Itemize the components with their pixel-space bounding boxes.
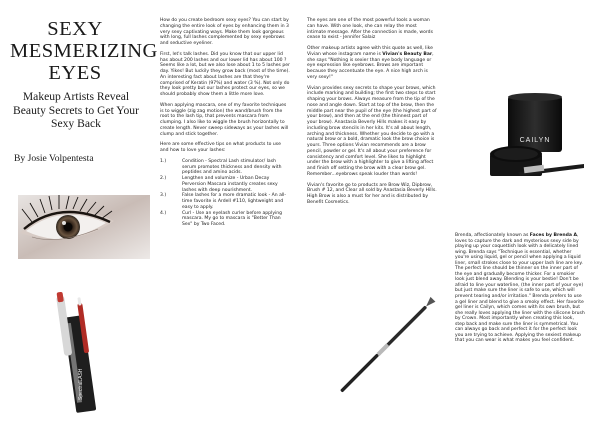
byline: By Josie Volpentesta xyxy=(14,153,94,164)
list-item: 1.) Condition - Spectral Lash stimulator/ lash serum promotes thickness and density with peptides and amino acids. xyxy=(160,158,282,176)
eye-closeup-photo xyxy=(18,195,150,259)
list-item: 4.) Curl - Use an eyelash curler before applying mascara. My go to mascara is "Better Than Sex" by Two Faced. xyxy=(160,210,283,227)
article-title: SEXY MESMERIZING EYES xyxy=(10,18,158,84)
paragraph: Here are some effective tips on what products to use and how to love your lashes: xyxy=(160,142,281,153)
lash-serum-product-photo xyxy=(52,282,106,422)
paragraph: Other makeup artists agree with this quote as well, like Vivian whose instagram name is Vivian's Beauty Bar, she says "Nothing is sexier than eye body language or eye expression like eyebrows. Brows are important because they accentuate the eye. A nice high arch is very sexy!" xyxy=(307,46,434,80)
artist-name: Faces by Brenda A xyxy=(529,233,578,238)
gel-liner-jar-photo xyxy=(460,92,586,202)
paragraph: Vivian's favorite go to products are Brow Wiz, Dipbrow, Brush # 12, and Clear all sold by Anastasia Beverly Hills. High Brow is also a must for her and is distributed by Benefit Cosmetics. xyxy=(307,182,437,205)
paragraph: First, let's talk lashes. Did you know that our upper lid has about 200 lashes and our lower lid has about 100 ? Seems like a lot, but we also lose about 1 to 5 lashes per day. Yikes! But luckily they grow back (most of the time). An interesting fact about lashes are that they're comprised of Keratin (97%) and water (3 %). Not only do they look pretty but our lashes protect our eyes, so we should probably show them a little more love. xyxy=(160,51,290,97)
article-column-4 xyxy=(455,233,585,349)
artist-name: Vivian's Beauty Bar xyxy=(382,51,433,57)
list-item: 2.) Lengthen and volumize - Urban Decay Perversion Mascara instantly creates sexy lashes with deep nourishment. xyxy=(160,176,278,193)
article-column-2 xyxy=(160,18,290,233)
paragraph: When applying mascara, one of my favorite techniques is to wiggle (zig zag motion) the wand/brush from the root to the lash tip, that prevents mascara from clumping. I also like to wiggle the brush horizontally to create length. Never sweep sideways as your lashes will clump and stick together. xyxy=(160,102,289,137)
paragraph: How do you create bedroom sexy eyes? You can start by changing the entire look of eyes by enhancing them in 3 very sexy captivating ways. Make them look gorgeous with long, full lashes complemented by sexy eyebrows and seductive eyeliner. xyxy=(160,18,289,46)
brow-brush-product-photo xyxy=(325,296,437,408)
list-item: 3.) False lashes for a more dramatic look - An all-time favorite is Ardell #110, lightweight and easy to apply. xyxy=(160,193,287,210)
paragraph: Brenda, affectionately known as Faces by Brenda A, loves to capture the dark and mysterious sexy side by playing up your coquettish look with a delicately lined wing. Brenda says "Technique is essential, whether you're using liquid, gel or pencil when applying a liquid liner, small strokes close to your upper lash line are key. The perfect line should be thinner on the inner part of the eye and gradually become thicker. For a smokier look just blend away. Blending is your bestie! Don't be afraid to line your waterline, (the inner part of your eye) but just make sure the liner is safe to use, which will prevent tearing and/or irritation." Brenda prefers to use a gel liner and blend to give a smoky effect. Her favorite gel liner is Cailyn, which comes with its own brush, but she really loves applying the liner with the silicone brush by Crown. Most importantly when creating this look, step back and make sure the liner is symmetrical. You can always go back and perfect it for the perfect look you are trying to achieve. Applying the sexiest makeup that you can wear is what makes you feel confident. xyxy=(455,233,585,344)
quote-paragraph: The eyes are one of the most powerful tools a woman can have. With one look, she can relay the most intimate message. After the connection is made, words cease to exist - Jennifer Salaiz xyxy=(307,18,433,41)
mascara-box-label: SpectralLASH xyxy=(78,368,84,400)
lash-tips-list xyxy=(160,159,290,228)
article-column-3 xyxy=(307,18,437,211)
article-subtitle: Makeup Artists Reveal Beauty Secrets to Get Your Sexy Back xyxy=(13,90,139,130)
jar-brand-label: CAILYN xyxy=(519,137,551,144)
paragraph: Vivian provides sexy secrets to shape your brows, which include marking and building; the first two steps to start shaping your brows. Always measure from the tip of the nose and angle down. Start at top of the brow, then the middle part near the pupil of the eye (the highest part of your brow), and then at the end (the thinnest part of your brow). Anastasia Beverly Hills makes it easy by including brow stencils in her kits. It's all about length, arching and thickness. Whether you decide to go with a natural brow or a bold, dramatic look the brow choice is yours. Three options Vivian recommends are a brow pencil, powder or gel. It's all about your preference for consistency and comfort level. She likes to highlight under the brow with a highlighter to give a lifting affect and finish off setting the brow with a clear brow gel. Remember...eyebrows speak louder than words! xyxy=(307,85,437,177)
